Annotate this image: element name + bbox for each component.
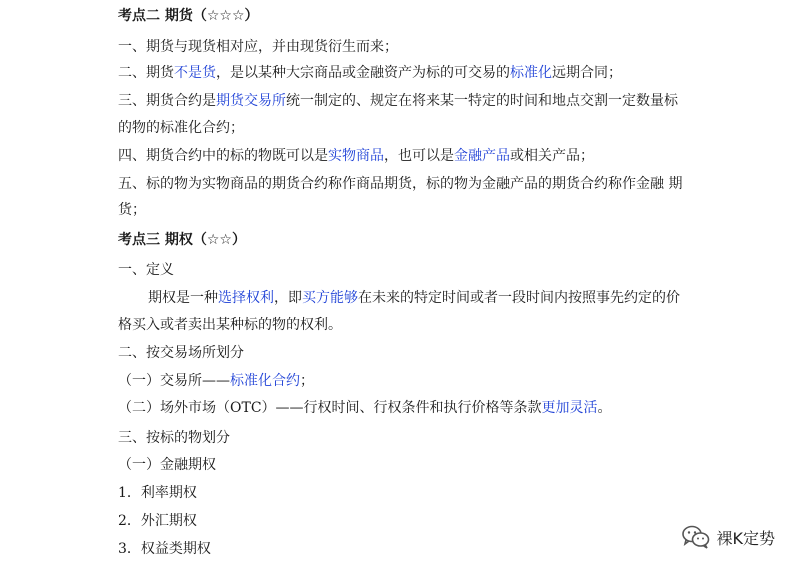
sub-financial-options: （一）金融期权	[118, 457, 216, 473]
heading-options: 考点三 期权（☆☆）	[118, 232, 246, 248]
text: ；	[300, 373, 314, 389]
text: （一）交易所——	[118, 373, 230, 389]
venue-exchange	[118, 371, 314, 391]
highlight: 更加灵活	[541, 400, 598, 416]
paragraph-3-cont: 的物的标准化合约；	[118, 120, 244, 136]
paragraph-4	[118, 146, 594, 166]
text: ，即	[274, 290, 302, 306]
section-definition: 一、定义	[118, 262, 174, 278]
heading-futures: 考点二 期货（☆☆☆）	[118, 8, 259, 24]
text: 三、期货合约是	[118, 93, 216, 109]
paragraph-5-cont: 货；	[118, 202, 146, 218]
highlight: 金融产品	[454, 148, 510, 164]
highlight: 选择权利	[218, 290, 274, 306]
highlight: 买方能够	[302, 290, 358, 306]
text: 统一制定的、规定在将来某一特定的时间和地点交割一定数量标	[286, 93, 678, 109]
text: 远期合同；	[552, 65, 622, 81]
definition-text	[148, 288, 680, 308]
item-fx-option: 2．外汇期权	[118, 513, 197, 529]
highlight: 实物商品	[328, 148, 384, 164]
highlight: 期货交易所	[216, 93, 286, 109]
text: 或相关产品；	[510, 148, 594, 164]
text: （二）场外市场（OTC）——行权时间、行权条件和执行价格等条款	[118, 400, 542, 416]
item-equity-option: 3．权益类期权	[118, 541, 211, 557]
text: 二、期货	[118, 65, 174, 81]
text: 在未来的特定时间或者一段时间内按照事先约定的价	[358, 290, 680, 306]
paragraph-1: 一、期货与现货相对应，并由现货衍生而来；	[118, 39, 398, 55]
paragraph-2	[118, 63, 622, 83]
highlight: 标准化	[510, 65, 552, 81]
definition-text-cont: 格买入或者卖出某种标的物的权利。	[118, 317, 342, 333]
wechat-icon	[681, 524, 711, 550]
text: ，是以某种大宗商品或金融资产为标的可交易的	[216, 65, 510, 81]
paragraph-3	[118, 91, 678, 111]
text: ，也可以是	[384, 148, 454, 164]
highlight: 标准化合约	[230, 373, 300, 389]
item-interest-rate-option: 1．利率期权	[118, 485, 197, 501]
paragraph-5: 五、标的物为实物商品的期货合约称作商品期货，标的物为金融产品的期货合约称作金融 期	[118, 176, 683, 192]
venue-otc	[118, 398, 612, 418]
section-by-venue: 二、按交易场所划分	[118, 345, 244, 361]
section-by-underlying: 三、按标的物划分	[118, 430, 230, 446]
watermark-label: 裸K定势	[716, 528, 775, 548]
text: 四、期货合约中的标的物既可以是	[118, 148, 328, 164]
watermark	[681, 524, 776, 550]
text: 。	[597, 400, 612, 416]
highlight: 不是货	[174, 65, 216, 81]
text: 期权是一种	[148, 290, 218, 306]
